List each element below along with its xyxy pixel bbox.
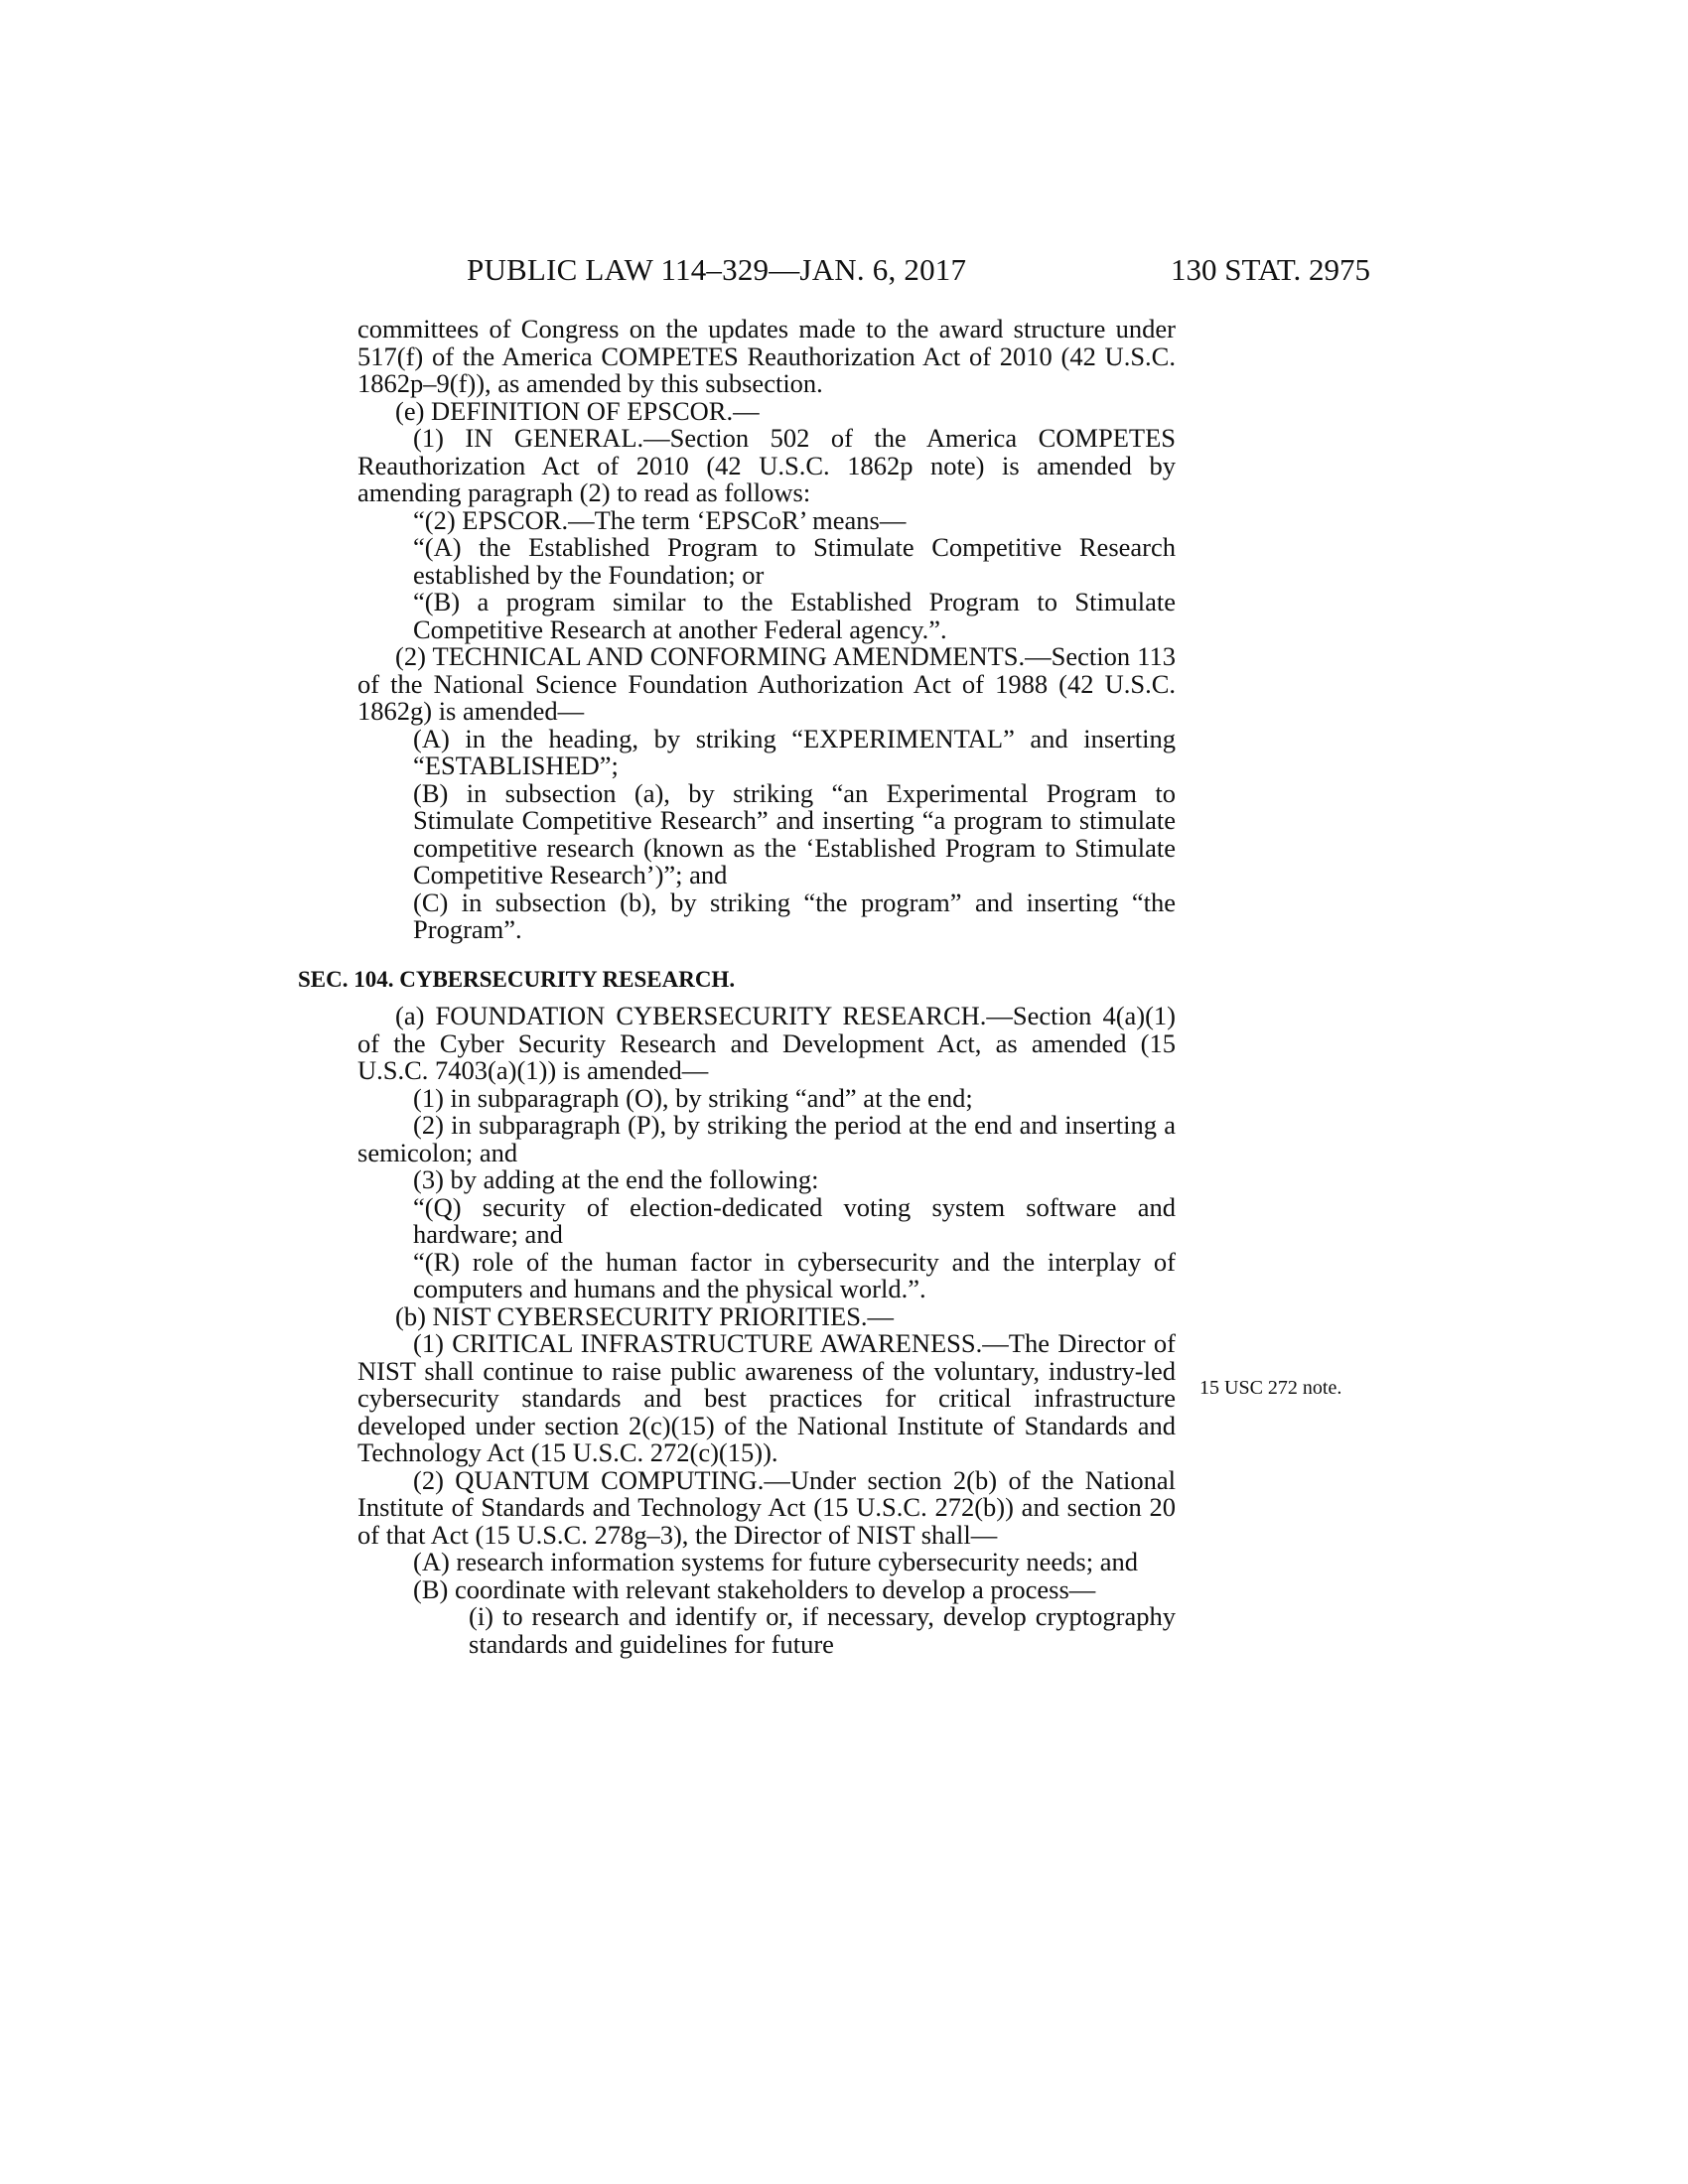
amendment-a: (A) in the heading, by striking “EXPERIMENTAL” and inserting “ESTABLISHED”; — [413, 723, 1176, 780]
subparagraph-b2b: (B) coordinate with relevant stakeholders to develop a process— — [413, 1573, 1096, 1604]
clause-i: (i) to research and identify or, if necessary, develop cryptography standards and guidelines for future — [469, 1601, 1176, 1659]
paragraph-b1: (1) CRITICAL INFRASTRUCTURE AWARENESS.—The Director of NIST shall continue to raise public awareness of the voluntary, industry-led cybersecurity standards and best practices for critical infrastructure developed under section 2(c)(15) of the National Institute of Standards and Technology Act (15 U.S.C. 272(c)(15)). — [357, 1328, 1176, 1467]
margin-note: 15 USC 272 note. — [1199, 1377, 1342, 1399]
quoted-item-r: “(R) role of the human factor in cybersecurity and the interplay of computers and humans and the physical world.”. — [413, 1246, 1176, 1303]
page-header — [357, 252, 1370, 292]
paragraph-b2: (2) QUANTUM COMPUTING.—Under section 2(b) of the National Institute of Standards and Technology Act (15 U.S.C. 272(b)) and section 20 of that Act (15 U.S.C. 278g–3), the Director of NIST shall— — [357, 1464, 1176, 1550]
subsection-e-heading: (e) DEFINITION OF EPSCOR.— — [395, 395, 760, 426]
paragraph-continuation: committees of Congress on the updates made to the award structure under 517(f) of the America COMPETES Reauthorization Act of 2010 (42 U.S.C. 1862p–9(f)), as amended by this subsection. — [357, 314, 1176, 398]
page-number: 130 STAT. 2975 — [1170, 252, 1370, 287]
running-head: PUBLIC LAW 114–329—JAN. 6, 2017 — [467, 252, 967, 287]
item-3: (3) by adding at the end the following: — [413, 1164, 819, 1194]
paragraph-e1: (1) IN GENERAL.—Section 502 of the America COMPETES Reauthorization Act of 2010 (42 U.S.C. 1862p note) is amended by amending paragraph (2) to read as follows: — [357, 423, 1176, 507]
statute-text — [298, 314, 1176, 1659]
quoted-subparagraph-a-text: “(A) the Established Program to Stimulate Competitive Research established by the Foundation; or — [413, 532, 1176, 590]
subsection-a: (a) FOUNDATION CYBERSECURITY RESEARCH.—Section 4(a)(1) of the Cyber Security Research and Development Act, as amended (15 U.S.C. 7403(a)(1)) is amended— — [357, 1001, 1176, 1085]
quoted-paragraph-2: “(2) EPSCOR.—The term ‘EPSCoR’ means— — [413, 504, 907, 535]
item-1: (1) in subparagraph (O), by striking “and” at the end; — [413, 1082, 973, 1113]
section-heading: SEC. 104. CYBERSECURITY RESEARCH. — [298, 966, 736, 992]
quoted-subparagraph-a — [357, 534, 1176, 589]
paragraph-e2: (2) TECHNICAL AND CONFORMING AMENDMENTS.—Section 113 of the National Science Foundation Authorization Act of 1988 (42 U.S.C. 1862g) is amended— — [357, 641, 1176, 726]
quoted-subparagraph-b: “(B) a program similar to the Established Program to Stimulate Competitive Research at another Federal agency.”. — [413, 587, 1176, 644]
quoted-item-q: “(Q) security of election-dedicated voting system software and hardware; and — [413, 1191, 1176, 1249]
subsection-b-heading: (b) NIST CYBERSECURITY PRIORITIES.— — [395, 1300, 895, 1331]
amendment-c: (C) in subsection (b), by striking “the program” and inserting “the Program”. — [413, 887, 1176, 944]
item-2: (2) in subparagraph (P), by striking the period at the end and inserting a semicolon; and — [357, 1110, 1176, 1167]
amendment-b: (B) in subsection (a), by striking “an Experimental Program to Stimulate Competitive Research” and inserting “a program to stimulate competitive research (known as the ‘Established Program to Stimulate Competitive Research’)”; and — [413, 777, 1176, 889]
subparagraph-b2a: (A) research information systems for future cybersecurity needs; and — [413, 1547, 1138, 1576]
